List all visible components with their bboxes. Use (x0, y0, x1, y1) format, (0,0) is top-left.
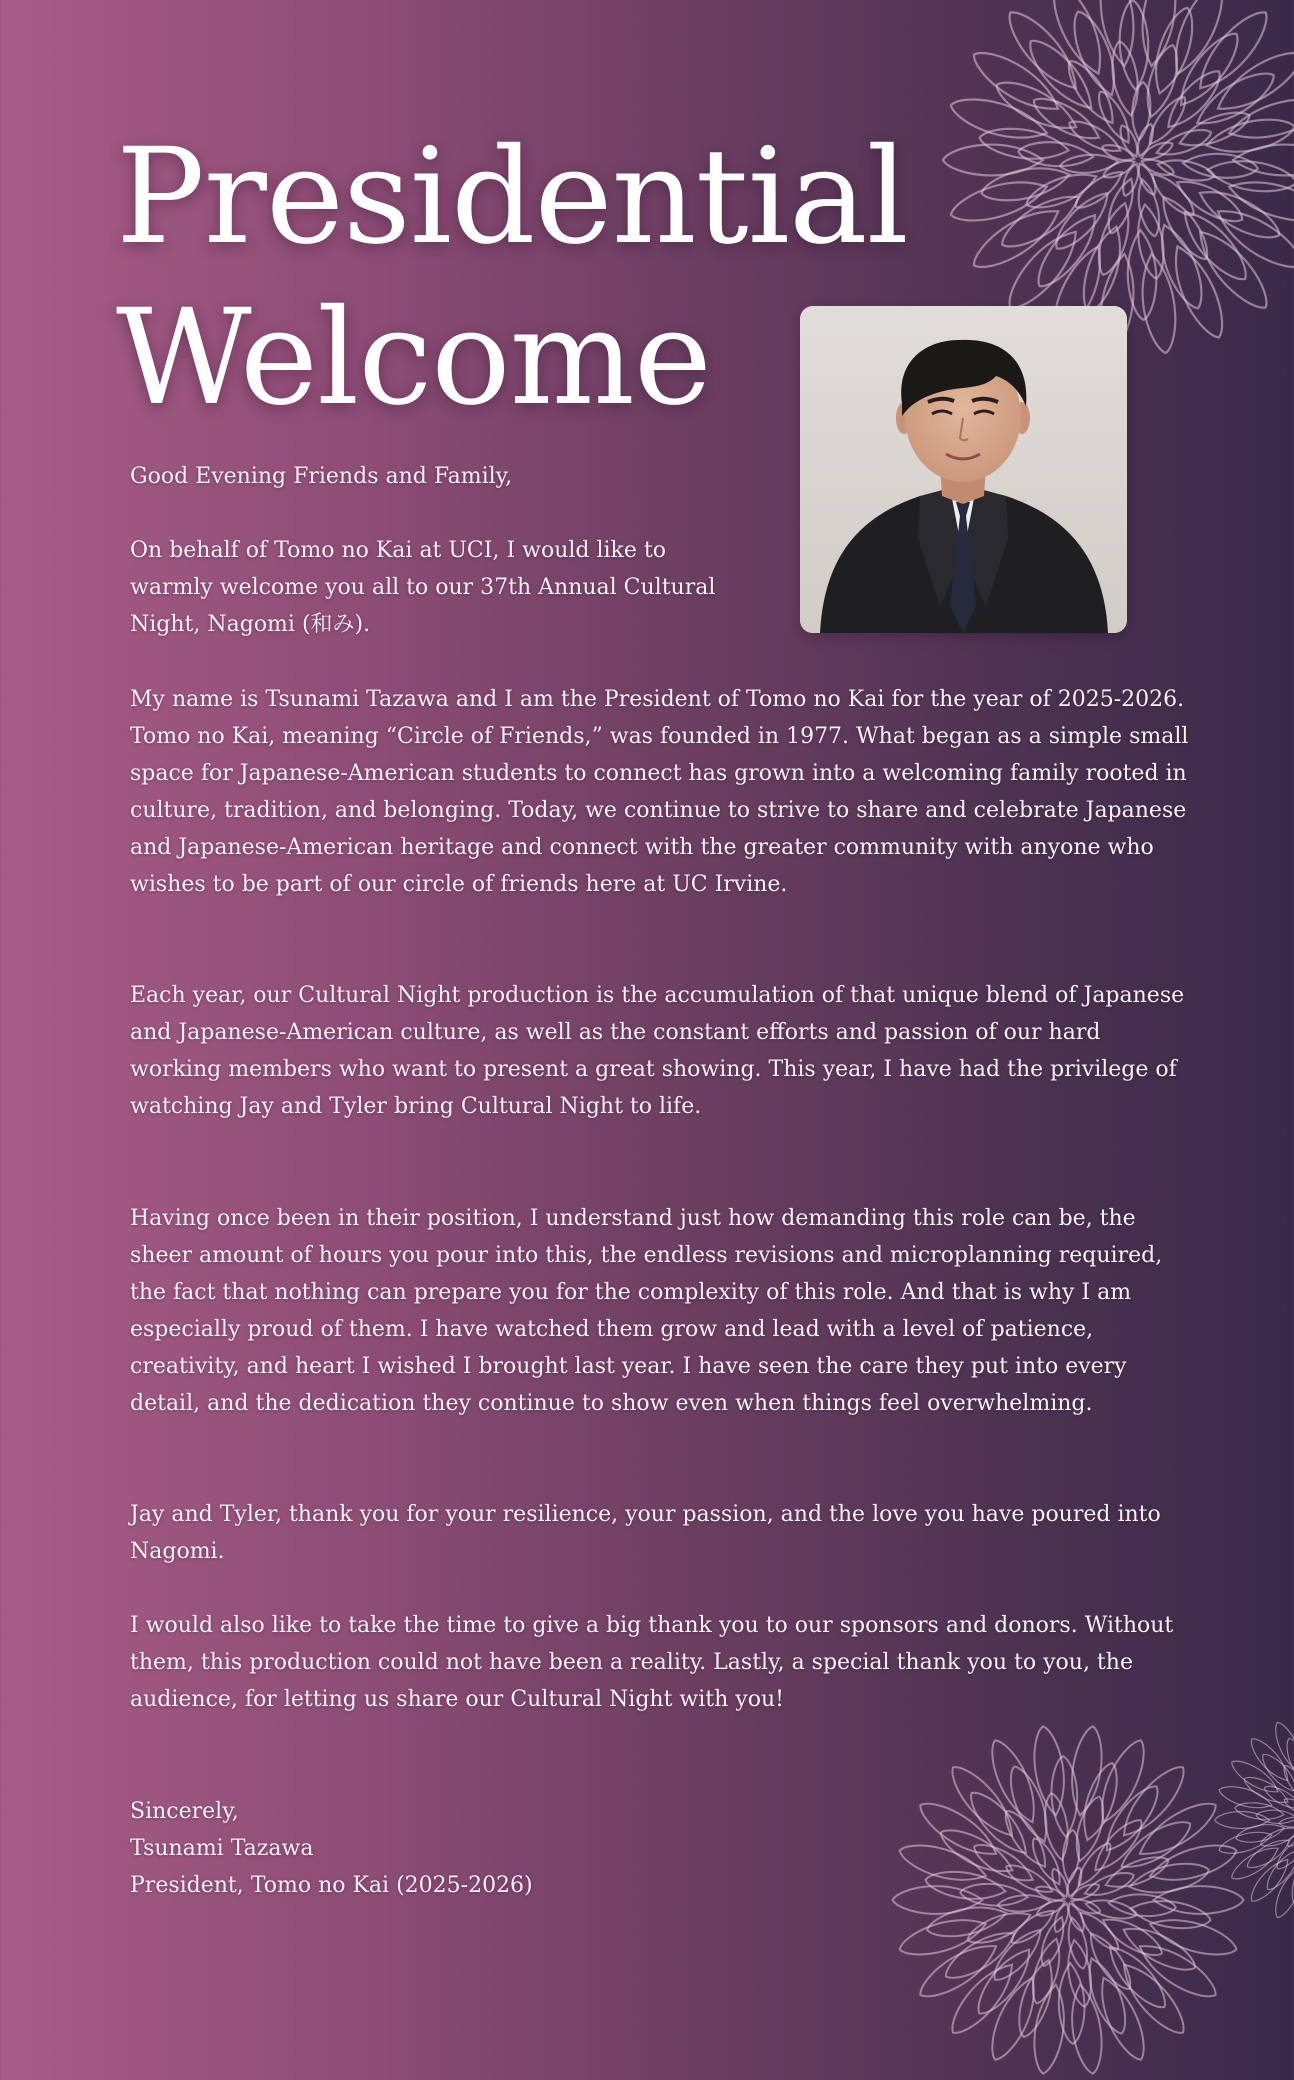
chrysanthemum-icon (888, 1720, 1248, 2080)
president-portrait (800, 306, 1127, 633)
letter-signoff (130, 1793, 830, 1904)
signoff-role: President, Tomo no Kai (2025-2026) (130, 1873, 533, 1898)
letter-paragraph: On behalf of Tomo no Kai at UCI, I would like to warmly welcome you all to our 37th Annual Cultural Night, Nagomi (和み). (130, 538, 716, 637)
signoff-closing: Sincerely, (130, 1799, 239, 1824)
page-title: Presidential (116, 120, 908, 274)
page-title-line-2: Welcome (116, 281, 711, 435)
letter-paragraph: I would also like to take the time to give a big thank you to our sponsors and donors. Without them, this production could not have been a reality. Lastly, a special thank you to you, the audience, for letting us share our Cultural Night with you! (130, 1613, 1174, 1712)
letter-paragraph: Having once been in their position, I understand just how demanding this role can be, the sheer amount of hours you pour into this, the endless revisions and microplanning required, the fact that nothing can prepare you for the complexity of this role. And that is why I am especially proud of them. I have watched them grow and lead with a level of patience, creativity, and heart I wished I brought last year. I have seen the care they put into every detail, and the dedication they continue to show even when things feel overwhelming. (130, 1206, 1163, 1416)
letter-paragraph: My name is Tsunami Tazawa and I am the President of Tomo no Kai for the year of 2025-2026. Tomo no Kai, meaning “Circle of Friends,” was founded in 1977. What began as a simple small space for Japanese-American students to connect has grown into a welcoming family rooted in culture, tradition, and belonging. Today, we continue to strive to share and celebrate Japanese and Japanese-American heritage and connect with the greater community with anyone who wishes to be part of our circle of friends here at UC Irvine. (130, 687, 1189, 897)
portrait-photo (800, 306, 1127, 633)
chrysanthemum-icon (1212, 1690, 1294, 1950)
letter-greeting: Good Evening Friends and Family, (130, 464, 513, 489)
signoff-name: Tsunami Tazawa (130, 1836, 314, 1861)
letter-paragraph: Jay and Tyler, thank you for your resilience, your passion, and the love you have poured into Nagomi. (130, 1502, 1161, 1564)
letter-paragraph: Each year, our Cultural Night production is the accumulation of that unique blend of Japanese and Japanese-American culture, as well as the constant efforts and passion of our hard working members who want to present a great showing. This year, I have had the privilege of watching Jay and Tyler bring Cultural Night to life. (130, 983, 1185, 1119)
